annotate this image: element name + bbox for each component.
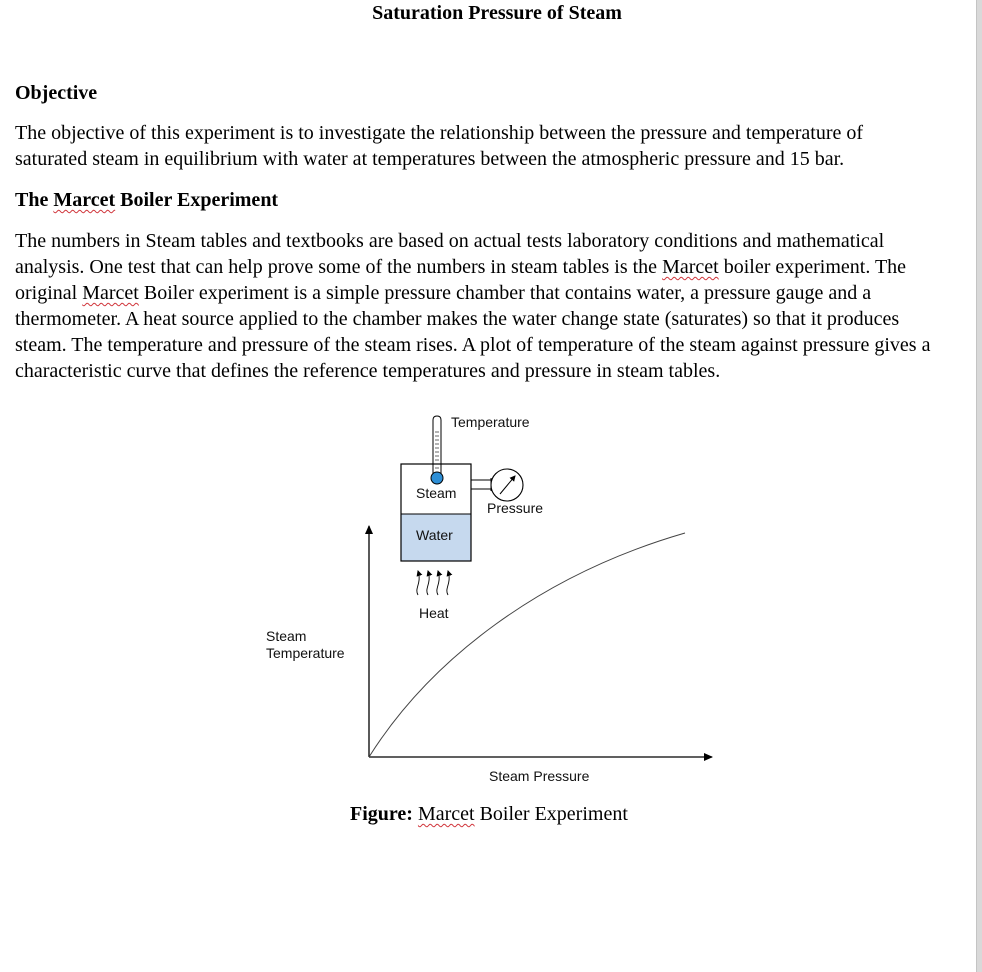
page-title: Saturation Pressure of Steam — [372, 2, 622, 24]
pressure-gauge-icon — [471, 469, 523, 501]
marcet-line-4: thermometer. A heat source applied to the chamber makes the water change state (saturates) so that it produces — [15, 308, 900, 330]
temperature-label: Temperature — [451, 414, 530, 430]
marcet-line-2: analysis. One test that can help prove some of the numbers in steam tables is the Marcet boiler experiment. The — [15, 256, 907, 278]
marcet-line-1: The numbers in Steam tables and textbooks are based on actual tests laboratory conditions and mathematical — [15, 230, 885, 252]
pressure-label: Pressure — [487, 500, 544, 516]
marcet-line-6: characteristic curve that defines the reference temperatures and pressure in steam tables. — [15, 360, 721, 382]
thermometer-icon — [431, 416, 443, 484]
spellcheck-word: Marcet — [82, 282, 139, 304]
objective-line-1: The objective of this experiment is to investigate the relationship between the pressure and temperature of — [15, 122, 864, 144]
steam-label: Steam — [416, 485, 457, 501]
saturation-curve — [369, 533, 685, 757]
spellcheck-word: Marcet — [53, 189, 116, 211]
marcet-heading: The Marcet Boiler Experiment — [15, 189, 279, 211]
heat-label: Heat — [419, 605, 449, 621]
objective-heading: Objective — [15, 82, 98, 104]
figure-caption: Figure: Marcet Boiler Experiment — [350, 803, 628, 825]
spellcheck-word: Marcet — [662, 256, 719, 278]
y-axis-label: Steam Temperature — [266, 628, 345, 661]
marcet-line-3: original Marcet Boiler experiment is a simple pressure chamber that contains water, a pressure gauge and a — [15, 282, 872, 304]
objective-line-2: saturated steam in equilibrium with water at temperatures between the atmospheric pressure and 15 bar. — [15, 148, 845, 170]
water-label: Water — [416, 527, 453, 543]
heat-arrows-icon — [417, 571, 449, 595]
spellcheck-word: Marcet — [417, 803, 475, 825]
marcet-line-5: steam. The temperature and pressure of the steam rises. A plot of temperature of the steam against pressure gives a — [15, 334, 931, 356]
x-axis-label: Steam Pressure — [489, 768, 590, 784]
